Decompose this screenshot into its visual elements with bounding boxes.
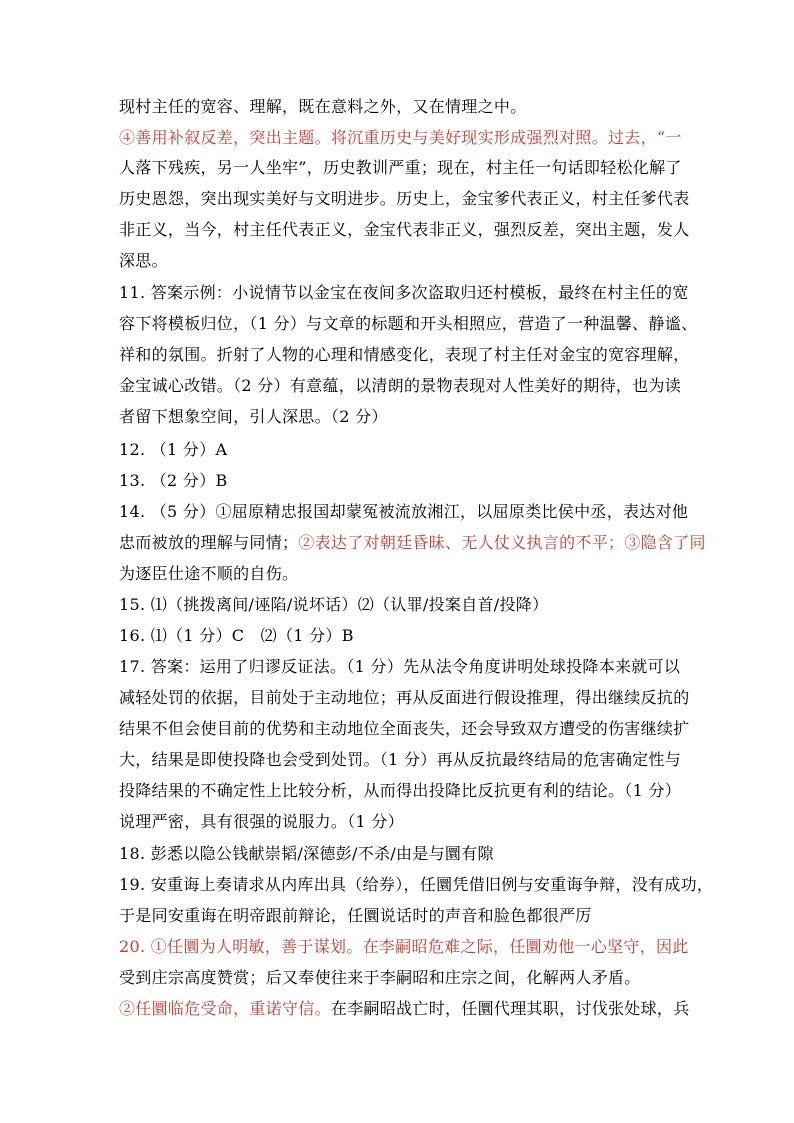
text-line: 结果不但会使目前的优势和主动地位全面丧失，还会导致双方遭受的伤害继续扩 [119, 719, 690, 738]
text-line: 金宝诚心改错。（2 分）有意蕴，以清朗的景物表现对人性美好的期待，也为读 [119, 376, 682, 395]
answer-14: 14. （5 分）①屈原精忠报国却蒙冤被流放湘江，以屈原类比侯中丞，表达对他 [119, 502, 689, 521]
text-line: 现村主任的宽容、理解，既在意料之外，又在情理之中。 [119, 97, 527, 116]
text-line: 投降结果的不确定性上比较分析，从而得出投降比反抗更有利的结论。（1 分） [119, 781, 682, 800]
text-line: 说理严密，具有很强的说服力。（1 分） [119, 812, 404, 831]
text-line: 于是同安重诲在明帝跟前辩论，任圜说话时的声音和脸色都很严厉 [119, 906, 592, 925]
answer-15: 15. ⑴（挑拨离间/诬陷/说坏话）⑵（认罪/投案自首/投降） [119, 595, 549, 614]
answer-13: 13. （2 分）B [119, 471, 228, 490]
text-line: 深思。 [119, 251, 168, 270]
text-line: 容下将模板归位，（1 分）与文章的标题和开头相照应，营造了一种温馨、静谧、 [119, 314, 698, 333]
answer-11: 11. 答案示例：小说情节以金宝在夜间多次盗取归还村模板，最终在村主任的宽 [119, 283, 689, 302]
text-line [119, 999, 690, 1019]
text-line: ④善用补叙反差，突出主题。将沉重历史与美好现实形成强烈对照。过去，“一 [119, 128, 682, 147]
answer-17: 17. 答案：运用了归谬反证法。（1 分）先从法令角度讲明处球投降本来就可以 [119, 657, 681, 676]
text-line: 历史恩怨，突出现实美好与文明进步。历史上，金宝爹代表正义，村主任爹代表 [119, 189, 690, 208]
answer-12: 12. （1 分）A [119, 440, 228, 459]
text-span-highlight: ②表达了对朝廷昏昧、无人仗义执言的不平；③隐含了同 [298, 533, 706, 552]
text-line: 为逐臣仕途不顺的自伤。 [119, 564, 299, 583]
text-line: 人落下残疾，另一人坐牢”，历史教训严重；现在，村主任一句话即轻松化解了 [119, 158, 682, 177]
answer-18: 18. 彭悉以隐公钱献崇韬/深德彭/不杀/由是与圜有隙 [119, 844, 494, 863]
text-span-highlight: ②任圜临危受命，重诺守信。 [119, 999, 331, 1018]
text-line [119, 533, 706, 553]
text-line: 非正义，当今，村主任代表正义，金宝代表非正义，强烈反差，突出主题，发人 [119, 220, 690, 239]
text-span: 忠而被放的理解与同情； [119, 533, 299, 552]
text-line: 减轻处罚的依据，目前处于主动地位；再从反面进行假设推理，得出继续反抗的 [119, 688, 690, 707]
text-span: 在李嗣昭战亡时，任圜代理其职，讨伐张处球，兵 [330, 999, 690, 1018]
text-line: 者留下想象空间，引人深思。（2 分） [119, 407, 388, 426]
answer-19: 19. 安重诲上奏请求从内库出具（给券），任圜凭借旧例与安重诲争辩，没有成功， [119, 875, 714, 894]
answer-16: 16. ⑴（1 分）C ⑵（1 分）B [119, 626, 354, 645]
answer-20: 20. ①任圜为人明敏，善于谋划。在李嗣昭危难之际，任圜劝他一心坚守，因此 [119, 937, 689, 956]
text-line: 大，结果是即使投降也会受到处罚。（1 分）再从反抗最终结局的危害确定性与 [119, 750, 682, 769]
text-line: 受到庄宗高度赞赏；后又奉使往来于李嗣昭和庄宗之间，化解两人矛盾。 [119, 968, 641, 987]
text-line: 祥和的氛围。折射了人物的心理和情感变化，表现了村主任对金宝的宽容理解， [119, 345, 690, 364]
